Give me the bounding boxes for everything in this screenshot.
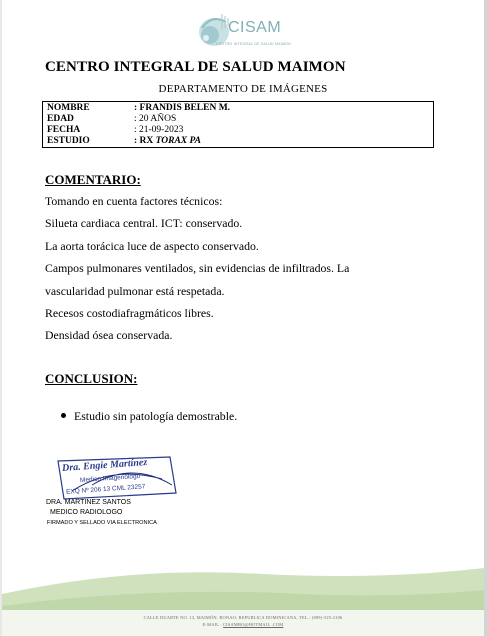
footer-email-label: E-MAIL : — [202, 622, 224, 627]
page-edge — [484, 0, 488, 636]
footer-email-line — [2, 622, 484, 627]
comment-line: Tomando en cuenta factores técnicos: — [45, 194, 223, 208]
doctor-name: DRA. MARTINEZ SANTOS — [46, 499, 131, 506]
conclusion-item: Estudio sin patología demostrable. — [74, 409, 238, 423]
stamp-code: EXQ Nº 206 13 CML 23257 — [65, 483, 146, 496]
date-value: : 21-09-2023 — [134, 125, 184, 135]
conclusion-heading: CONCLUSION: — [45, 371, 138, 386]
footer-address: CALLE DUARTE NO. 13, MAIMÓN, BONAO, REPUBLICA DOMINICANA, TEL.: (809)-525-2106 — [143, 615, 343, 620]
study-value — [134, 136, 201, 147]
info-row-name — [46, 103, 430, 114]
info-row-study — [46, 136, 430, 147]
stamp-doctor-name: Dra. Engie Martínez — [61, 457, 148, 474]
comment-line: Silueta cardiaca central. ICT: conservado. — [45, 216, 243, 230]
bullet-icon — [61, 413, 66, 418]
study-type: TORAX PA — [155, 136, 201, 146]
study-prefix: : RX — [134, 136, 156, 146]
comment-line: Densidad ósea conservada. — [45, 328, 173, 342]
comment-heading: COMENTARIO: — [45, 172, 141, 187]
comment-line: Recesos costodiafragmáticos libres. — [45, 306, 214, 320]
date-label: FECHA — [47, 125, 81, 135]
comment-line: vascularidad pulmonar está respetada. — [45, 284, 225, 298]
info-row-date — [46, 125, 430, 136]
comment-line: Campos pulmonares ventilados, sin evidencias de infiltrados. La — [45, 261, 350, 275]
footer-email-link[interactable]: CISAMBO@HOTMAIL .COM — [223, 622, 284, 627]
signed-note: FIRMADO Y SELLADO VIA ELECTRONICA — [47, 520, 157, 526]
cisam-logo — [192, 8, 302, 54]
stamp-role: Medico Imagenólogo — [79, 472, 141, 485]
comment-line: La aorta torácica luce de aspecto conservado. — [45, 239, 259, 253]
study-label: ESTUDIO — [47, 136, 90, 146]
doctor-role: MEDICO RADIOLOGO — [50, 509, 123, 516]
name-label: NOMBRE — [47, 103, 90, 113]
document-page — [2, 0, 484, 636]
logo-subtitle: CENTRO INTEGRAL DE SALUD MAIMON — [216, 42, 291, 46]
center-title: CENTRO INTEGRAL DE SALUD MAIMON — [45, 59, 346, 75]
info-row-age — [46, 114, 430, 125]
logo-text: CISAM — [228, 19, 282, 36]
name-value: : FRANDIS BELEN M. — [134, 103, 231, 113]
age-value: : 20 AÑOS — [134, 114, 177, 124]
patient-info-box — [42, 101, 434, 148]
age-label: EDAD — [47, 114, 74, 124]
department-title: DEPARTAMENTO DE IMÁGENES — [158, 83, 328, 95]
